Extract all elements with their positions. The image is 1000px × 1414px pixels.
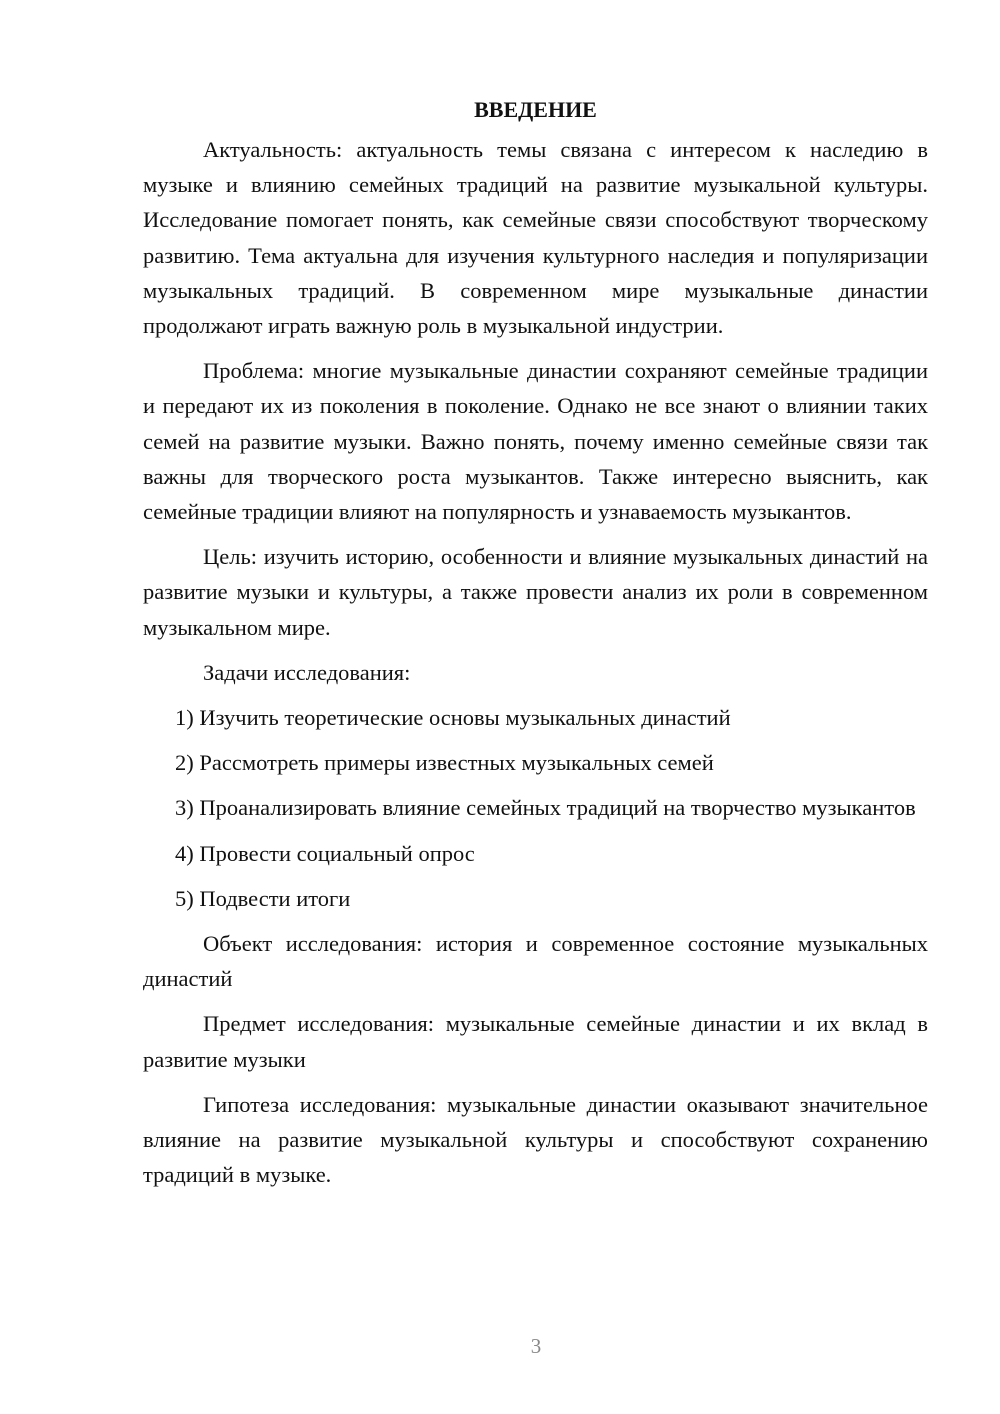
task-item: 4) Провести социальный опрос — [175, 840, 475, 866]
paragraph-object: Объект исследования: история и современное состояние музыкальных династий — [143, 931, 928, 992]
paragraph-gap — [143, 735, 928, 745]
document-page — [143, 92, 928, 1192]
task-item: 5) Подвести итоги — [175, 885, 351, 911]
paragraph-gap — [143, 780, 928, 790]
paragraph-gap — [143, 343, 928, 353]
paragraph-gap — [143, 1077, 928, 1087]
paragraph-problem: Проблема: многие музыкальные династии сохраняют семейные традиции и передают их из поколения в поколение. Однако не все знают о влиянии таких семей на развитие музыки. Важно понять, почему именно семейные связи так важны для творческого роста музыкантов. Также интересно выяснить, как семейные традиции влияют на популярность и узнаваемость музыкантов. — [143, 358, 928, 525]
paragraph-gap — [143, 645, 928, 655]
tasks-heading: Задачи исследования: — [203, 659, 411, 685]
paragraph-gap — [143, 529, 928, 539]
page-number: 3 — [530, 1334, 542, 1358]
paragraph-goal: Цель: изучить историю, особенности и влияние музыкальных династий на развитие музыки и культуры, а также провести анализ их роли в современном музыкальном мире. — [143, 544, 928, 640]
paragraph-gap — [143, 916, 928, 926]
paragraph-gap — [143, 871, 928, 881]
paragraph-gap — [143, 826, 928, 836]
task-item: 2) Рассмотреть примеры известных музыкальных семей — [175, 750, 714, 776]
paragraph-relevance: Актуальность: актуальность темы связана с интересом к наследию в музыке и влиянию семейных традиций на развитие музыкальной культуры. Исследование помогает понять, как семейные связи способствуют творческому развитию. Тема актуальна для изучения культурного наследия и популяризации музыкальных традиций. В современном мире музыкальные династии продолжают играть важную роль в музыкальной индустрии. — [143, 137, 928, 339]
section-heading: ВВЕДЕНИЕ — [474, 97, 597, 122]
task-item: 1) Изучить теоретические основы музыкальных династий — [175, 705, 731, 731]
paragraph-subject: Предмет исследования: музыкальные семейные династии и их вклад в развитие музыки — [143, 1011, 928, 1072]
paragraph-gap — [143, 690, 928, 700]
paragraph-hypothesis: Гипотеза исследования: музыкальные династии оказывают значительное влияние на развитие музыкальной культуры и способствуют сохранению традиций в музыке. — [143, 1091, 928, 1188]
paragraph-gap — [143, 996, 928, 1006]
task-item: 3) Проанализировать влияние семейных традиций на творчество музыкантов — [175, 795, 916, 821]
